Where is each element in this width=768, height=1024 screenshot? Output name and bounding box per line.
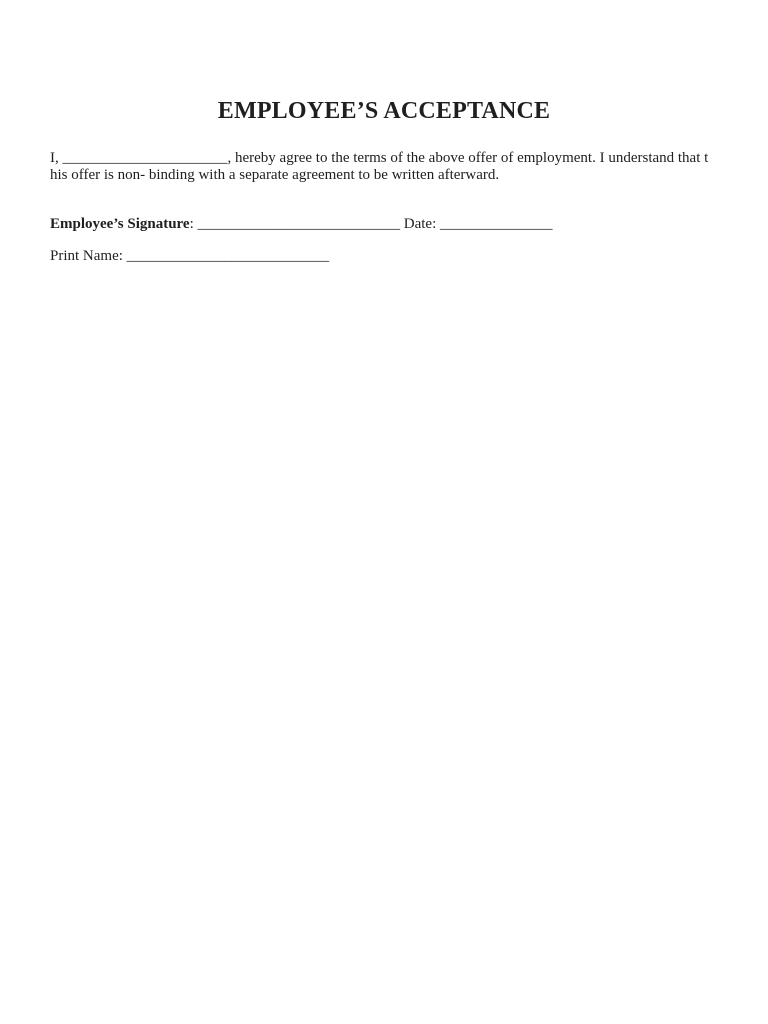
signature-label: Employee’s Signature (50, 216, 190, 232)
acceptance-paragraph-line-2: his offer is non- binding with a separate agreement to be written afterward. (50, 167, 500, 183)
signature-and-date-blanks: : ___________________________ Date: _______________ (189, 216, 553, 232)
acceptance-paragraph-line-1: I, ______________________, hereby agree to the terms of the above offer of employment. I understand that t (50, 150, 709, 166)
document-title: EMPLOYEE’S ACCEPTANCE (217, 98, 551, 124)
signature-line (50, 216, 553, 233)
print-name-line: Print Name: ___________________________ (50, 248, 330, 264)
